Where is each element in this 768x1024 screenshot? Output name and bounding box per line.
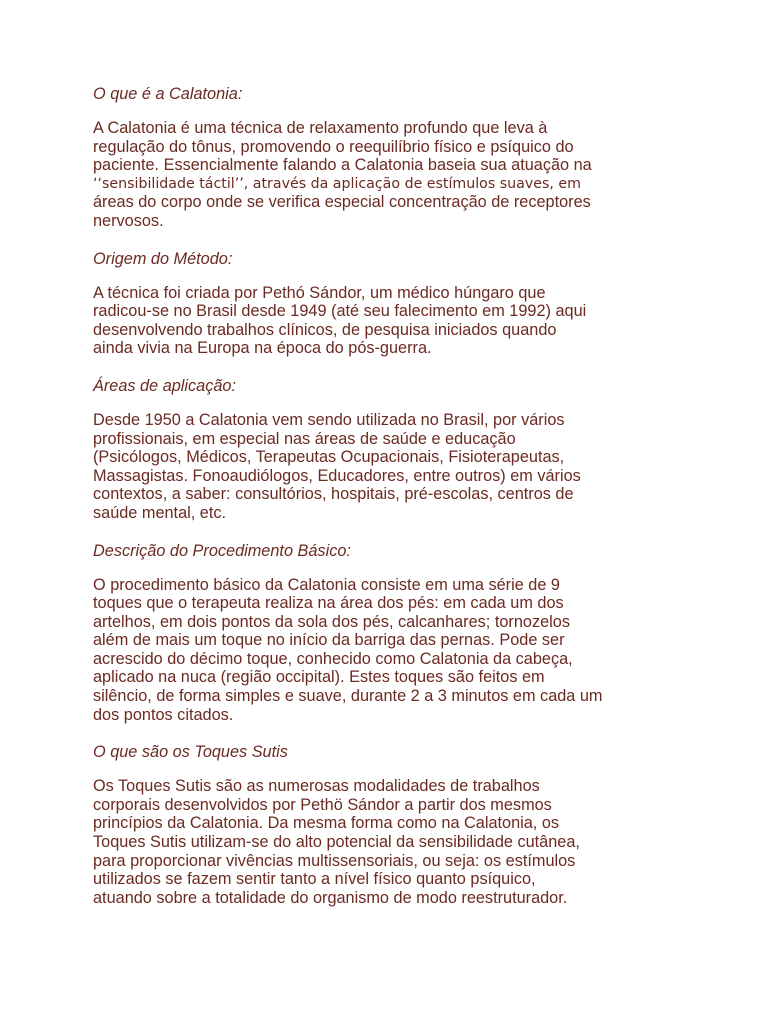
text-line: aplicado na nuca (região occipital). Estes toques são feitos em [93,668,545,687]
paragraph-areas [93,411,708,523]
text-line: Toques Sutis utilizam-se do alto potencial da sensibilidade cutânea, [93,833,580,852]
text-line: princípios da Calatonia. Da mesma forma como na Calatonia, os [93,814,560,833]
text-line: Os Toques Sutis são as numerosas modalidades de trabalhos [93,777,540,796]
text-line: artelhos, em dois pontos da sola dos pés, calcanhares; tornozelos [93,612,570,631]
text-line: acrescido do décimo toque, conhecido como Calatonia da cabeça, [93,649,573,668]
paragraph-procedimento [93,576,708,725]
text-line: contextos, a saber: consultórios, hospitais, pré-escolas, centros de [93,485,574,504]
text-line: radicou-se no Brasil desde 1949 (até seu falecimento em 1992) aqui [93,302,587,321]
heading-origem-do-metodo: Origem do Método: [93,249,233,268]
text-line: saúde mental, etc. [93,503,227,522]
heading-o-que-e-calatonia: O que é a Calatonia: [93,85,243,103]
heading-descricao-procedimento: Descrição do Procedimento Básico: [93,541,351,560]
text-line: desenvolvendo trabalhos clínicos, de pesquisa iniciados quando [93,320,557,339]
heading-toques-sutis: O que são os Toques Sutis [93,743,288,762]
text-line: A Calatonia é uma técnica de relaxamento profundo que leva à [93,119,548,137]
text-line: Massagistas. Fonoaudiólogos, Educadores, entre outros) em vários [93,466,581,485]
paragraph-calatonia [93,119,708,231]
text-line: regulação do tônus, promovendo o reequilíbrio físico e psíquico do [93,137,574,156]
text-line: corporais desenvolvidos por Pethö Sándor a partir dos mesmos [93,795,552,814]
paragraph-origem [93,284,708,358]
text-line: O procedimento básico da Calatonia consiste em uma série de 9 [93,575,560,594]
text-line: profissionais, em especial nas áreas de saúde e educação [93,429,516,448]
text-line: silêncio, de forma simples e suave, durante 2 a 3 minutos em cada um [93,687,603,706]
text-line: A técnica foi criada por Pethó Sándor, um médico húngaro que [93,283,546,302]
heading-areas-de-aplicacao: Áreas de aplicação: [93,376,237,395]
text-line: para proporcionar vivências multissensoriais, ou seja: os estímulos [93,851,576,870]
text-line: ainda vivia na Europa na época do pós-guerra. [93,339,432,358]
text-line: ‘‘sensibilidade táctil’’, através da aplicação de estímulos suaves, em [93,175,581,192]
text-line: nervosos. [93,211,164,230]
text-line: atuando sobre a totalidade do organismo de modo reestruturador. [93,888,568,907]
section-origem [93,249,708,358]
section-procedimento [93,541,708,725]
text-line: paciente. Essencialmente falando a Calatonia baseia sua atuação na [93,156,592,175]
text-line: além de mais um toque no início da barriga das pernas. Pode ser [93,631,565,650]
text-line: áreas do corpo onde se verifica especial concentração de receptores [93,193,591,212]
text-line: dos pontos citados. [93,705,234,724]
text-line: utilizados se fazem sentir tanto a nível físico quanto psíquico, [93,870,536,889]
section-calatonia [93,84,708,231]
text-line: toques que o terapeuta realiza na área dos pés: em cada um dos [93,594,564,613]
text-line: Desde 1950 a Calatonia vem sendo utilizada no Brasil, por vários [93,410,565,429]
section-toques-sutis [93,742,708,907]
section-areas [93,376,708,523]
paragraph-toques-sutis [93,777,708,907]
text-line: (Psicólogos, Médicos, Terapeutas Ocupacionais, Fisioterapeutas, [93,448,565,467]
